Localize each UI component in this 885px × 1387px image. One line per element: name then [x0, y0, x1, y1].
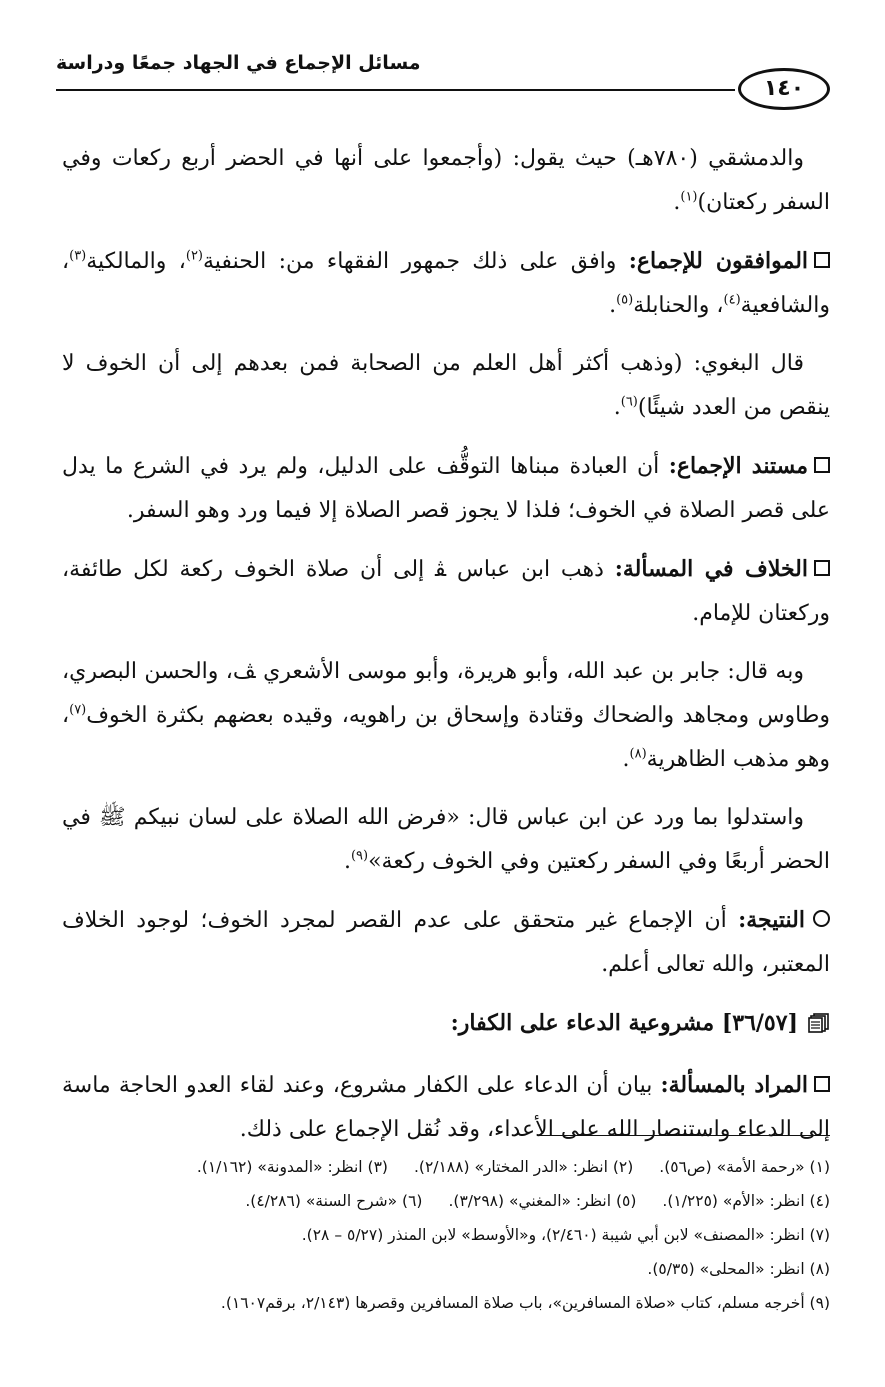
- footnote-ref-2: (٢): [185, 248, 203, 264]
- footnote-2: (٢) انظر: «الدر المختار» (٢/١٨٨).: [413, 1158, 634, 1176]
- term-basis: مستند الإجماع:: [668, 453, 809, 479]
- paragraph-baghawi: قال البغوي: (وذهب أكثر أهل العلم من الصحابة فمن بعدهم إلى أن الخوف لا ينقص من العدد شيئًا)$^{(٦)}$.: [62, 351, 830, 420]
- paragraph-basis: مستند الإجماع: أن العبادة مبناها التوقُّف على الدليل، ولم يرد في الشرع ما يدل على قصر الصلاة في الخوف؛ فلذا لا يجوز قصر الصلاة إلا فيما ورد وهو السفر.: [62, 453, 830, 523]
- footnote-ref-3: (٣): [69, 248, 87, 264]
- paragraph-evidence: واستدلوا بما ورد عن ابن عباس قال: «فرض الله الصلاة على لسان نبيكم ﷺ في الحضر أربعًا وفي السفر ركعتين وفي الخوف ركعة»$^{(٩)}$.: [62, 805, 830, 874]
- footnote-5: (٥) انظر: «المغني» (٣/٢٩٨).: [448, 1192, 637, 1210]
- term-result: النتيجة:: [738, 907, 805, 933]
- circle-bullet-icon: [813, 910, 830, 927]
- square-bullet-icon: [814, 457, 830, 473]
- term-disagreement: الخلاف في المسألة:: [614, 556, 809, 582]
- paragraph-damashqi: والدمشقي (٧٨٠هـ) حيث يقول: (وأجمعوا على أنها في الحضر أربع ركعات وفي السفر ركعتان)$^{(١)}$.: [62, 146, 830, 215]
- header-rule: [56, 89, 735, 91]
- footnote-ref-8: (٨): [629, 746, 647, 762]
- paragraph-disagreement: الخلاف في المسألة: ذهب ابن عباس ﭭ إلى أن صلاة الخوف ركعة لكل طائفة، وركعتان للإمام.: [62, 556, 830, 626]
- footnote-ref-4: (٤): [723, 292, 741, 308]
- footnote-separator: [537, 1135, 830, 1136]
- footnote-1: (١) «رحمة الأمة» (ص٥٦).: [659, 1158, 830, 1176]
- footnote-row: [62, 1184, 830, 1218]
- footnote-3: (٣) انظر: «المدونة» (١/١٦٢).: [196, 1158, 388, 1176]
- footnote-6: (٦) «شرح السنة» (٤/٢٨٦).: [245, 1192, 423, 1210]
- page-body: [62, 137, 830, 1166]
- paragraph-result: النتيجة: أن الإجماع غير متحقق على عدم القصر لمجرد الخوف؛ لوجود الخلاف المعتبر، والله تعالى أعلم.: [62, 907, 830, 977]
- page-number: ١٤٠: [738, 68, 830, 110]
- square-bullet-icon: [814, 252, 830, 268]
- footnote-4: (٤) انظر: «الأم» (١/٢٢٥).: [662, 1192, 830, 1210]
- footnote-8: (٨) انظر: «المحلى» (٥/٣٥).: [647, 1260, 830, 1278]
- term-meaning: المراد بالمسألة:: [660, 1072, 809, 1098]
- page-header: [56, 40, 830, 120]
- footnote-row: [62, 1150, 830, 1184]
- paragraph-agreeing: الموافقون للإجماع: وافق على ذلك جمهور الفقهاء من: الحنفية$^{(٢)}$، والمالكية$^{(٣)}$، والشافعية$^{(٤)}$، والحنابلة$^{(٥)}$.: [62, 248, 830, 318]
- paragraph-supporters: وبه قال: جابر بن عبد الله، وأبو هريرة، وأبو موسى الأشعري ﭫ، والحسن البصري، وطاوس ومجاهد والضحاك وقتادة وإسحاق بن راهويه، وقيده بعضهم بكثرة الخوف$^{(٧)}$، وهو مذهب الظاهرية$^{(٨)}$.: [62, 659, 830, 772]
- section-heading: [٣٦/٥٧] مشروعية الدعاء على الكفار:: [62, 1001, 830, 1045]
- square-bullet-icon: [814, 1076, 830, 1092]
- paragraph-meaning: المراد بالمسألة: بيان أن الدعاء على الكفار مشروع، وعند لقاء العدو الحاجة ماسة إلى الدعاء واستنصار الله على الأعداء، وقد نُقل الإجماع على ذلك.: [62, 1072, 830, 1142]
- footnote-ref-7: (٧): [69, 702, 87, 718]
- footnotes: [62, 1150, 830, 1320]
- square-bullet-icon: [814, 560, 830, 576]
- footnote-ref-5: (٥): [616, 292, 634, 308]
- footnote-9: (٩) أخرجه مسلم، كتاب «صلاة المسافرين»، باب صلاة المسافرين وقصرها (٢/١٤٣، برقم١٦٠٧).: [220, 1294, 830, 1312]
- footnote-ref-1: (١): [680, 189, 698, 205]
- book-icon: [808, 1004, 830, 1024]
- footnote-7: (٧) انظر: «المصنف» لابن أبي شيبة (٢/٤٦٠)، و«الأوسط» لابن المنذر (٥/٢٧ – ٢٨).: [301, 1226, 830, 1244]
- footnote-ref-9: (٩): [350, 848, 369, 864]
- term-agreeing: الموافقون للإجماع:: [628, 248, 809, 274]
- running-title: مسائل الإجماع في الجهاد جمعًا ودراسة: [56, 52, 421, 74]
- footnote-ref-6: (٦): [620, 394, 638, 410]
